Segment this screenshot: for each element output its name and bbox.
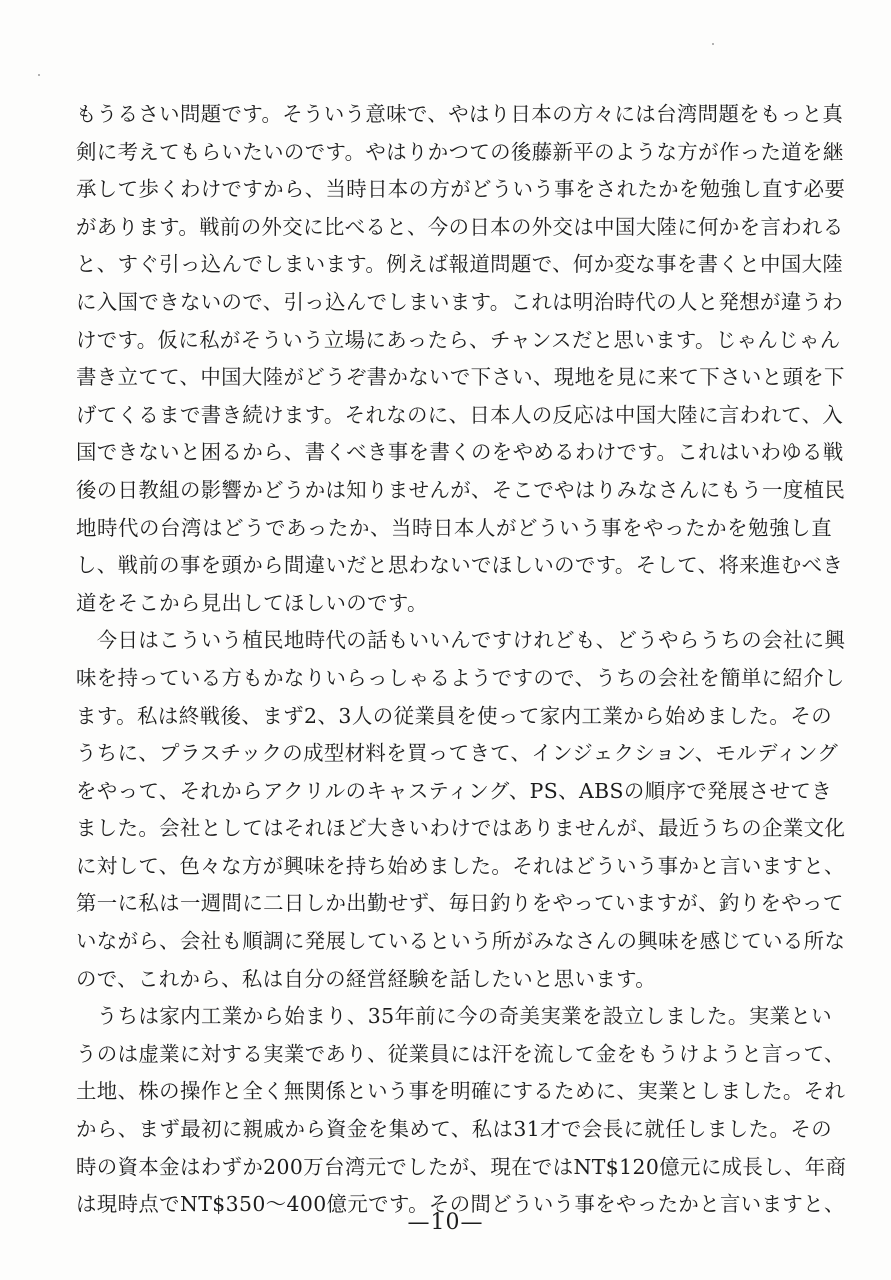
text-line: に入国できないので、引っ込んでしまいます。これは明治時代の人と発想が違うわ xyxy=(76,289,844,314)
paragraph-2 xyxy=(76,622,846,998)
text-line: 国できないと困るから、書くべき事を書くのをやめるわけです。これはいわゆる戦 xyxy=(76,440,844,465)
text-line: もうるさい問題です。そういう意味で、やはり日本の方々には台湾問題をもっと真 xyxy=(76,102,844,126)
text-line: げてくるまで書き続けます。それなのに、日本人の反応は中国大陸に言われて、入 xyxy=(76,402,844,427)
text-line: ので、これから、私は自分の経営経験を話したいと思います。 xyxy=(76,966,657,991)
text-line: と、すぐ引っ込んでしまいます。例えば報道問題で、何か変な事を書くと中国大陸 xyxy=(76,252,844,277)
scan-speck xyxy=(38,74,40,76)
text-line: に対して、色々な方が興味を持ち始めました。それはどういう事かと言いますと、 xyxy=(76,853,845,878)
text-line: けです。仮に私がそういう立場にあったら、チャンスだと思います。じゃんじゃん xyxy=(76,327,841,352)
paragraph-3 xyxy=(76,998,847,1224)
text-line: 時の資本金はわずか200万台湾元でしたが、現在ではNT$120億元に成長し、年商 xyxy=(76,1154,847,1179)
text-line: 土地、株の操作と全く無関係という事を明確にするために、実業としました。それ xyxy=(76,1079,846,1104)
text-line: うちは家内工業から始まり、35年前に今の奇美実業を設立しました。実業とい xyxy=(76,1004,832,1029)
text-line: 第一に私は一週間に二日しか出勤せず、毎日釣りをやっていますが、釣りをやって xyxy=(76,891,844,916)
text-line: 剣に考えてもらいたいのです。やはりかつての後藤新平のような方が作った道を継 xyxy=(76,139,844,164)
text-line: ます。私は終戦後、まず2、3人の従業員を使って家内工業から始めました。その xyxy=(76,703,832,728)
text-line: 書き立てて、中国大陸がどうぞ書かないで下さい、現地を見に来て下さいと頭を下 xyxy=(76,365,845,390)
text-line: し、戦前の事を頭から間違いだと思わないでほしいのです。そして、将来進むべき xyxy=(76,553,844,578)
text-line: は現時点でNT$350～400億元です。その間どういう事をやったかと言いますと、 xyxy=(76,1192,845,1217)
text-line: うちに、プラスチックの成型材料を買ってきて、インジェクション、モルディング xyxy=(76,741,839,766)
text-line: 後の日教組の影響かどうかは知りませんが、そこでやはりみなさんにもう一度植民 xyxy=(76,477,846,502)
text-line: ました。会社としてはそれほど大きいわけではありませんが、最近うちの企業文化 xyxy=(76,816,846,841)
scan-speck xyxy=(712,43,714,45)
page-number: —10— xyxy=(407,1210,484,1235)
paragraph-1 xyxy=(76,96,846,622)
text-line: があります。戦前の外交に比べると、今の日本の外交は中国大陸に何かを言われる xyxy=(76,214,844,239)
text-body xyxy=(76,96,847,1224)
text-line: 地時代の台湾はどうであったか、当時日本人がどういう事をやったかを勉強し直 xyxy=(76,515,832,540)
text-line: いながら、会社も順調に発展しているという所がみなさんの興味を感じている所な xyxy=(76,929,846,954)
text-line: から、まず最初に親戚から資金を集めて、私は31才で会長に就任しました。その xyxy=(76,1117,832,1142)
text-line: 承して歩くわけですから、当時日本の方がどういう事をされたかを勉強し直す必要 xyxy=(76,177,846,202)
text-line: 道をそこから見出してほしいのです。 xyxy=(76,590,428,615)
text-line: 味を持っている方もかなりいらっしゃるようですので、うちの会社を簡単に紹介し xyxy=(76,665,845,690)
text-line: をやって、それからアクリルのキャスティング、PS、ABSの順序で発展させてき xyxy=(76,778,832,803)
text-line: 今日はこういう植民地時代の話もいいんですけれども、どうやらうちの会社に興 xyxy=(76,628,846,653)
text-line: うのは虚業に対する実業であり、従業員には汗を流して金をもうけようと言って、 xyxy=(76,1041,845,1066)
